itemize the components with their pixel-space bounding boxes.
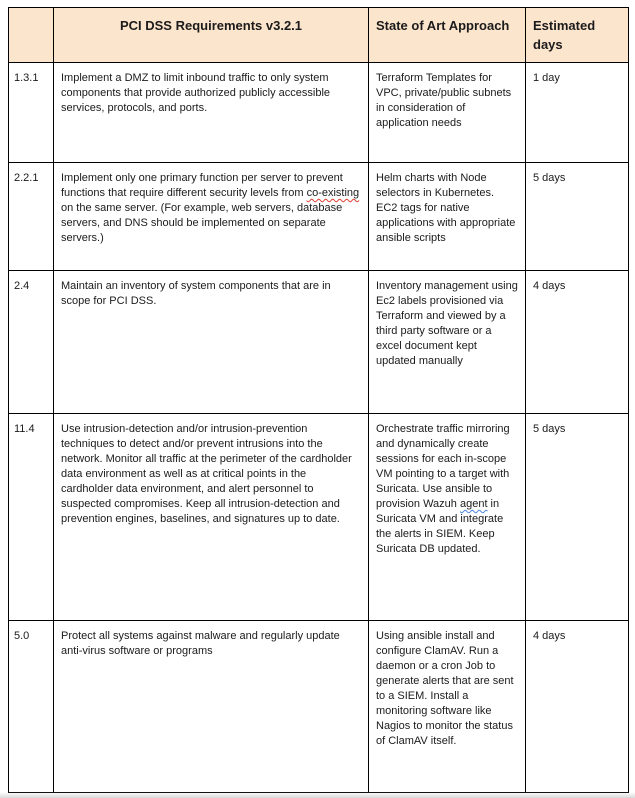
estimated-days-cell[interactable]: 4 days (526, 271, 629, 414)
estimated-days-cell[interactable]: 5 days (526, 414, 629, 621)
requirement-id-cell[interactable]: 11.4 (9, 414, 54, 621)
page-edge-shade (0, 792, 635, 798)
approach-text-segment: in Suricata VM and integrate the alerts in SIEM. Keep Suricata DB updated. (376, 498, 504, 555)
pci-requirements-table (8, 7, 629, 793)
requirement-text-cell[interactable]: Use intrusion-detection and/or intrusion-prevention techniques to detect and/or prevent intrusions into the network. Monitor all traffic at the perimeter of the cardholder data environment as well as at critical points in the cardholder data environment, and alert personnel to suspected compromises. Keep all intrusion-detection and prevention engines, baselines, and signatures up to date. (54, 414, 369, 621)
requirement-id-cell[interactable]: 2.2.1 (9, 163, 54, 271)
estimated-days-cell[interactable]: 1 day (526, 63, 629, 163)
requirement-text-segment: on the same server. (For example, web servers, database servers, and DNS should be implemented on separate servers.) (61, 202, 343, 244)
approach-cell[interactable] (369, 414, 526, 621)
requirement-text-cell[interactable]: Maintain an inventory of system components that are in scope for PCI DSS. (54, 271, 369, 414)
table-row (9, 271, 629, 414)
requirement-id-cell[interactable]: 2.4 (9, 271, 54, 414)
requirement-text-cell[interactable]: Protect all systems against malware and regularly update anti-virus software or programs (54, 621, 369, 793)
approach-cell[interactable]: Terraform Templates for VPC, private/public subnets in consideration of application needs (369, 63, 526, 163)
requirement-text-segment: Implement only one primary function per server to prevent functions that require different security levels from (61, 172, 343, 199)
requirement-id-cell[interactable]: 1.3.1 (9, 63, 54, 163)
table-row (9, 163, 629, 271)
table-row (9, 621, 629, 793)
table-row (9, 63, 629, 163)
requirement-id-cell[interactable]: 5.0 (9, 621, 54, 793)
table-row (9, 414, 629, 621)
approach-cell[interactable]: Inventory management using Ec2 labels provisioned via Terraform and viewed by a third party software or a excel document kept updated manually (369, 271, 526, 414)
grammar-flagged-word: agent (459, 498, 488, 510)
approach-text-segment: Orchestrate traffic mirroring and dynamically create sessions for each in-scope VM pointing to a target with Suricata. Use ansible to provision Wazuh (376, 423, 510, 510)
requirement-text-cell[interactable]: Implement a DMZ to limit inbound traffic to only system components that provide authorized publicly accessible services, protocols, and ports. (54, 63, 369, 163)
header-cell-id (9, 8, 54, 63)
header-cell-approach: State of Art Approach (369, 8, 526, 63)
estimated-days-cell[interactable]: 4 days (526, 621, 629, 793)
header-cell-days: Estimated days (526, 8, 629, 63)
approach-cell[interactable]: Helm charts with Node selectors in Kubernetes. EC2 tags for native applications with appropriate ansible scripts (369, 163, 526, 271)
header-cell-requirements: PCI DSS Requirements v3.2.1 (54, 8, 369, 63)
table-header-row (9, 8, 629, 63)
requirement-text-cell[interactable] (54, 163, 369, 271)
approach-cell[interactable]: Using ansible install and configure ClamAV. Run a daemon or a cron Job to generate alerts that are sent to a SIEM. Install a monitoring software like Nagios to monitor the status of ClamAV itself. (369, 621, 526, 793)
estimated-days-cell[interactable]: 5 days (526, 163, 629, 271)
spellcheck-flagged-word: co-existing (306, 187, 360, 199)
